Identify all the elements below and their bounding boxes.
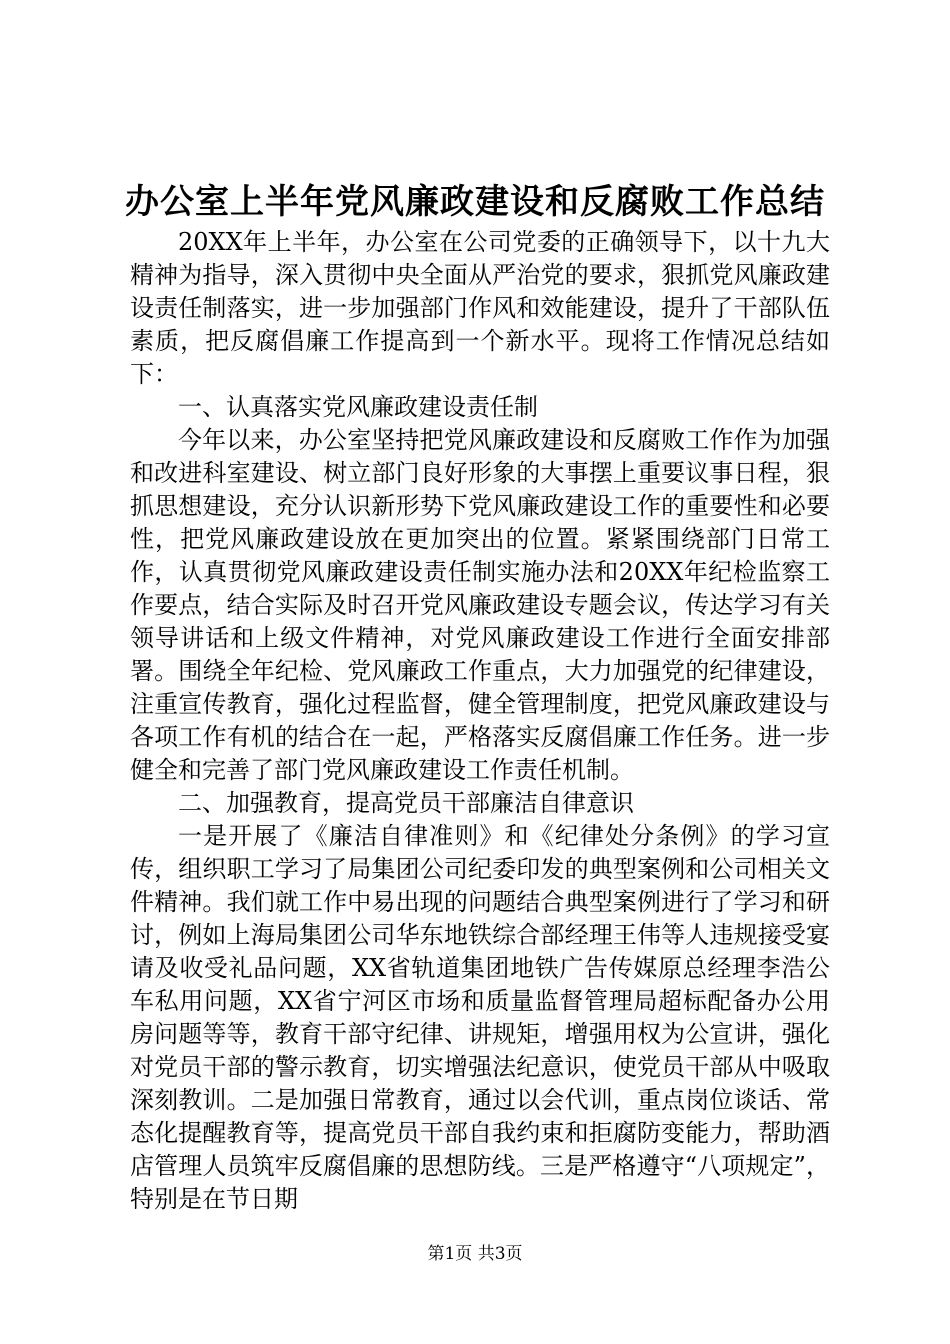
section-heading-2: 二、加强教育，提高党员干部廉洁自律意识 (178, 789, 634, 817)
section-heading-1: 一、认真落实党风廉政建设责任制 (178, 393, 538, 421)
section-1-paragraph: 今年以来，办公室坚持把党风廉政建设和反腐败工作作为加强和改进科室建设、树立部门良好形象的大事摆上重要议事日程，狠抓思想建设，充分认识新形势下党风廉政建设工作的重要性和必要性，把党风廉政建设放在更加突出的位置。紧紧围绕部门日常工作，认真贯彻党风廉政建设责任制实施办法和20XX年纪检监察工作要点，结合实际及时召开党风廉政建设专题会议，传达学习有关领导讲话和上级文件精神，对党风廉政建设工作进行全面安排部署。围绕全年纪检、党风廉政工作重点，大力加强党的纪律建设，注重宣传教育，强化过程监督，健全管理制度，把党风廉政建设与各项工作有机的结合在一起，严格落实反腐倡廉工作任务。进一步健全和完善了部门党风廉政建设工作责任机制。 (130, 426, 830, 784)
document-title: 办公室上半年党风廉政建设和反腐败工作总结 (125, 182, 825, 222)
page-footer: 第1页 共3页 (427, 1244, 523, 1264)
document-body (130, 226, 830, 1216)
section-2-paragraph: 一是开展了《廉洁自律准则》和《纪律处分条例》的学习宣传，组织职工学习了局集团公司纪委印发的典型案例和公司相关文件精神。我们就工作中易出现的问题结合典型案例进行了学习和研讨，例如上海局集团公司华东地铁综合部经理王伟等人违规接受宴请及收受礼品问题，XX省轨道集团地铁广告传媒原总经理李浩公车私用问题，XX省宁河区市场和质量监督管理局超标配备办公用房问题等等，教育干部守纪律、讲规矩，增强用权为公宣讲，强化对党员干部的警示教育，切实增强法纪意识，使党员干部从中吸取深刻教训。二是加强日常教育，通过以会代训，重点岗位谈话、常态化提醒教育等，提高党员干部自我约束和拒腐防变能力，帮助酒店管理人员筑牢反腐倡廉的思想防线。三是严格遵守“八项规定”，特别是在节日期 (130, 822, 830, 1213)
intro-paragraph: 20XX年上半年，办公室在公司党委的正确领导下，以十九大精神为指导，深入贯彻中央全面从严治党的要求，狠抓党风廉政建设责任制落实，进一步加强部门作风和效能建设，提升了干部队伍素质，把反腐倡廉工作提高到一个新水平。现将工作情况总结如下： (130, 228, 830, 388)
